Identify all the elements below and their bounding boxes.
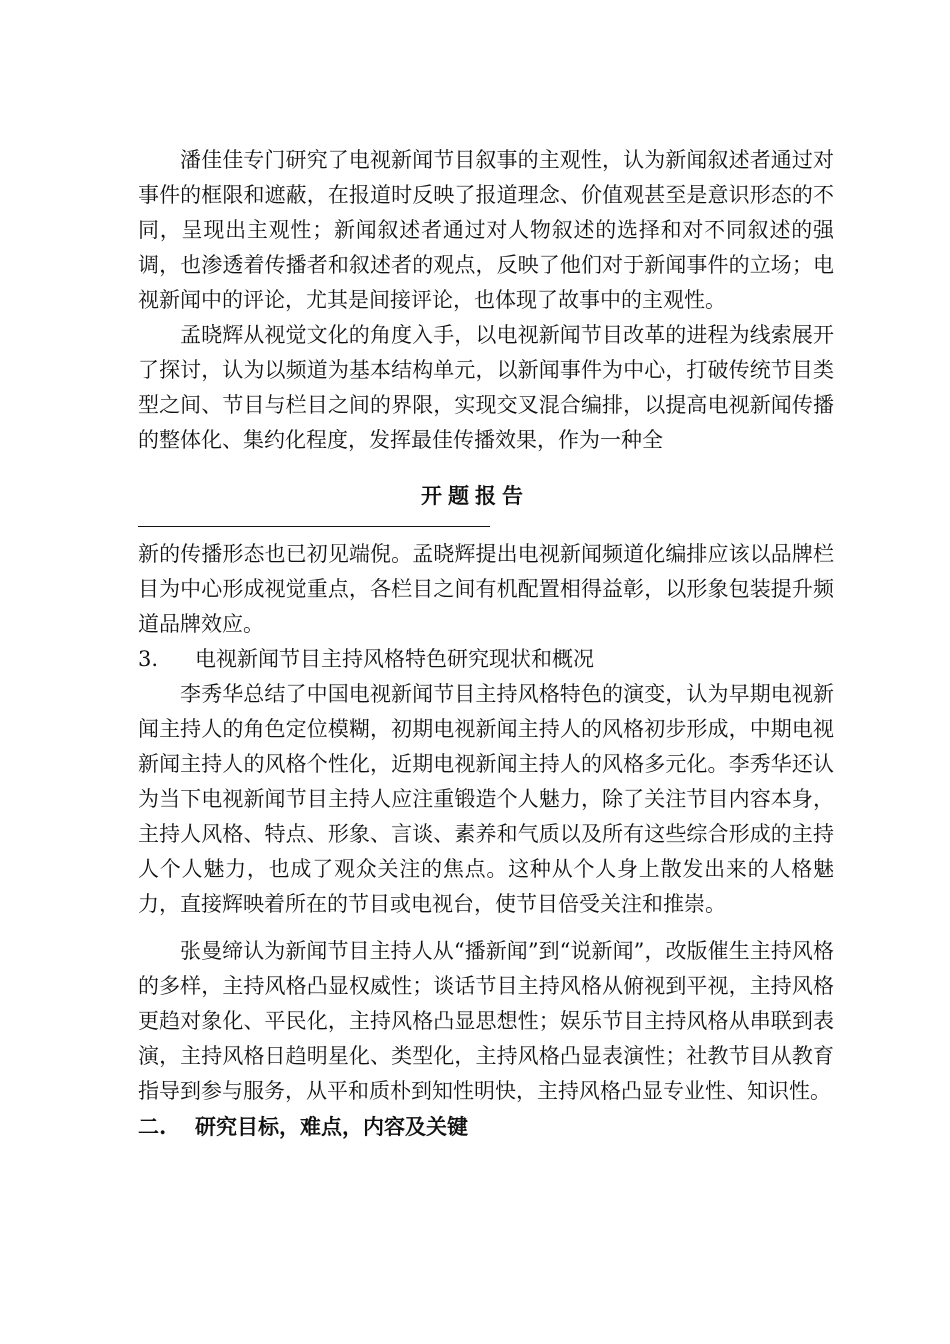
paragraph-li-xiuhua: 李秀华总结了中国电视新闻节目主持风格特色的演变，认为早期电视新闻主持人的角色定位模糊，初期电视新闻主持人的风格初步形成，中期电视新闻主持人的风格个性化，近期电视新闻主持人的风格多元化。李秀华还认为当下电视新闻节目主持人应注重锻造个人魅力，除了关注节目内容本身，主持人风格、特点、形象、言谈、素养和气质以及所有这些综合形成的主持人个人魅力，也成了观众关注的焦点。这种从个人身上散发出来的人格魅力，直接辉映着所在的节目或电视台，使节目倍受关注和推崇。 [138, 682, 834, 916]
body-text-top [138, 143, 834, 458]
paragraph-gap [138, 922, 834, 934]
body-text-bottom [138, 537, 834, 1144]
paragraph-continuation: 新的传播形态也已初见端倪。孟晓辉提出电视新闻频道化编排应该以品牌栏目为中心形成视觉重点，各栏目之间有机配置相得益彰，以形象包装提升频道品牌效应。 [138, 542, 834, 636]
section-2-title: 研究目标，难点，内容及关键 [195, 1114, 468, 1139]
paragraph-meng-xiaohui: 孟晓辉从视觉文化的角度入手，以电视新闻节目改革的进程为线索展开了探讨，认为以频道为基本结构单元，以新闻事件为中心，打破传统节目类型之间、节目与栏目之间的界限，实现交叉混合编排，以提高电视新闻传播的整体化、集约化程度，发挥最佳传播效果，作为一种全 [138, 323, 834, 452]
section-2-heading [138, 1109, 834, 1144]
section-2-number: 二. [138, 1114, 167, 1139]
section-3-title: 电视新闻节目主持风格特色研究现状和概况 [195, 647, 594, 671]
page-header-title: 开题报告 [421, 483, 529, 508]
header-divider [138, 526, 490, 527]
section-3-heading [138, 642, 834, 677]
section-3-number: 3. [138, 647, 159, 671]
paragraph-pan-jiajia: 潘佳佳专门研究了电视新闻节目叙事的主观性，认为新闻叙述者通过对事件的框限和遮蔽，在报道时反映了报道理念、价值观甚至是意识形态的不同，呈现出主观性；新闻叙述者通过对人物叙述的选择和对不同叙述的强调，也渗透着传播者和叙述者的观点，反映了他们对于新闻事件的立场；电视新闻中的评论，尤其是间接评论，也体现了故事中的主观性。 [138, 148, 834, 312]
paragraph-zhang-manti: 张曼缔认为新闻节目主持人从“播新闻”到“说新闻”，改版催生主持风格的多样，主持风格凸显权威性；谈话节目主持风格从俯视到平视，主持风格更趋对象化、平民化，主持风格凸显思想性；娱乐节目主持风格从串联到表演，主持风格日趋明星化、类型化，主持风格凸显表演性；社教节目从教育指导到参与服务，从平和质朴到知性明快，主持风格凸显专业性、知识性。 [138, 939, 834, 1103]
